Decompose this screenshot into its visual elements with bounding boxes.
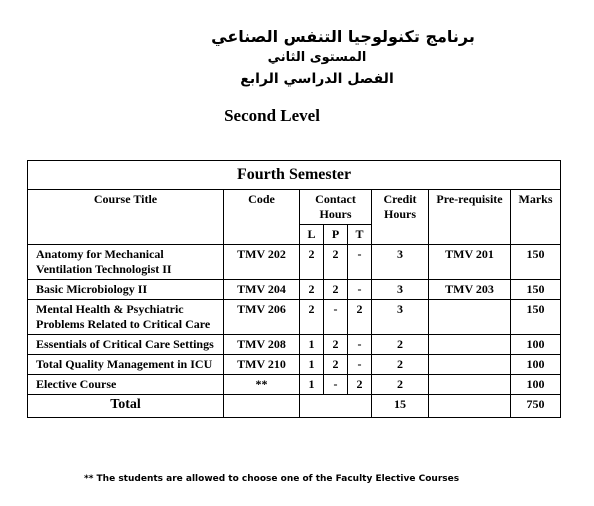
total-credit: 15: [372, 395, 429, 418]
level-title: Second Level: [224, 106, 320, 125]
table-row: [28, 280, 561, 300]
table-row: [28, 300, 561, 335]
prerequisite: [429, 375, 511, 395]
tutorial-hours: -: [348, 335, 372, 355]
semester-title-ar: الفصل الدراسي الرابع: [240, 71, 394, 87]
tutorial-hours: -: [348, 280, 372, 300]
marks: 150: [511, 300, 561, 335]
course-title: Basic Microbiology II: [28, 280, 224, 300]
marks: 100: [511, 355, 561, 375]
tutorial-hours: 2: [348, 375, 372, 395]
table-row: [28, 245, 561, 280]
lecture-hours: 2: [300, 300, 324, 335]
lecture-hours: 2: [300, 280, 324, 300]
practical-hours: -: [324, 375, 348, 395]
total-empty-code: [224, 395, 300, 418]
prerequisite: [429, 300, 511, 335]
prerequisite: TMV 203: [429, 280, 511, 300]
elective-footnote: ** The students are allowed to choose one of the Faculty Elective Courses: [84, 474, 460, 484]
tutorial-hours: -: [348, 355, 372, 375]
lecture-hours: 2: [300, 245, 324, 280]
prerequisite: [429, 355, 511, 375]
credit-hours: 3: [372, 280, 429, 300]
total-empty-contact: [300, 395, 372, 418]
course-code: TMV 204: [224, 280, 300, 300]
lecture-hours: 1: [300, 355, 324, 375]
total-row: [28, 395, 561, 418]
course-code: TMV 206: [224, 300, 300, 335]
course-title: Mental Health & Psychiatric Problems Related to Critical Care: [28, 300, 224, 335]
col-marks: Marks: [511, 190, 561, 245]
marks: 100: [511, 375, 561, 395]
tutorial-hours: -: [348, 245, 372, 280]
marks: 100: [511, 335, 561, 355]
practical-hours: -: [324, 300, 348, 335]
practical-hours: 2: [324, 280, 348, 300]
credit-hours: 3: [372, 300, 429, 335]
col-l: L: [300, 225, 324, 245]
practical-hours: 2: [324, 355, 348, 375]
col-credit-hours: Credit Hours: [372, 190, 429, 245]
table-row: [28, 335, 561, 355]
course-title: Essentials of Critical Care Settings: [28, 335, 224, 355]
course-title: Anatomy for Mechanical Ventilation Technologist II: [28, 245, 224, 280]
credit-hours: 2: [372, 335, 429, 355]
col-prerequisite: Pre-requisite: [429, 190, 511, 245]
course-table: [27, 160, 561, 418]
practical-hours: 2: [324, 245, 348, 280]
credit-hours: 3: [372, 245, 429, 280]
col-p: P: [324, 225, 348, 245]
credit-hours: 2: [372, 375, 429, 395]
lecture-hours: 1: [300, 335, 324, 355]
program-title-ar: برنامج تكنولوجيا التنفس الصناعي: [211, 27, 475, 46]
course-title: Total Quality Management in ICU: [28, 355, 224, 375]
course-code: **: [224, 375, 300, 395]
marks: 150: [511, 245, 561, 280]
table-row: [28, 375, 561, 395]
course-code: TMV 208: [224, 335, 300, 355]
col-code: Code: [224, 190, 300, 245]
semester-header: Fourth Semester: [28, 161, 561, 190]
course-title: Elective Course: [28, 375, 224, 395]
marks: 150: [511, 280, 561, 300]
col-course-title: Course Title: [28, 190, 224, 245]
course-code: TMV 202: [224, 245, 300, 280]
total-empty-prereq: [429, 395, 511, 418]
table-row: [28, 355, 561, 375]
tutorial-hours: 2: [348, 300, 372, 335]
course-code: TMV 210: [224, 355, 300, 375]
col-t: T: [348, 225, 372, 245]
level-title-ar: المستوى الثاني: [267, 50, 367, 65]
prerequisite: TMV 201: [429, 245, 511, 280]
prerequisite: [429, 335, 511, 355]
total-label: Total: [28, 395, 224, 418]
credit-hours: 2: [372, 355, 429, 375]
practical-hours: 2: [324, 335, 348, 355]
total-marks: 750: [511, 395, 561, 418]
lecture-hours: 1: [300, 375, 324, 395]
col-contact-hours: Contact Hours: [300, 190, 372, 225]
